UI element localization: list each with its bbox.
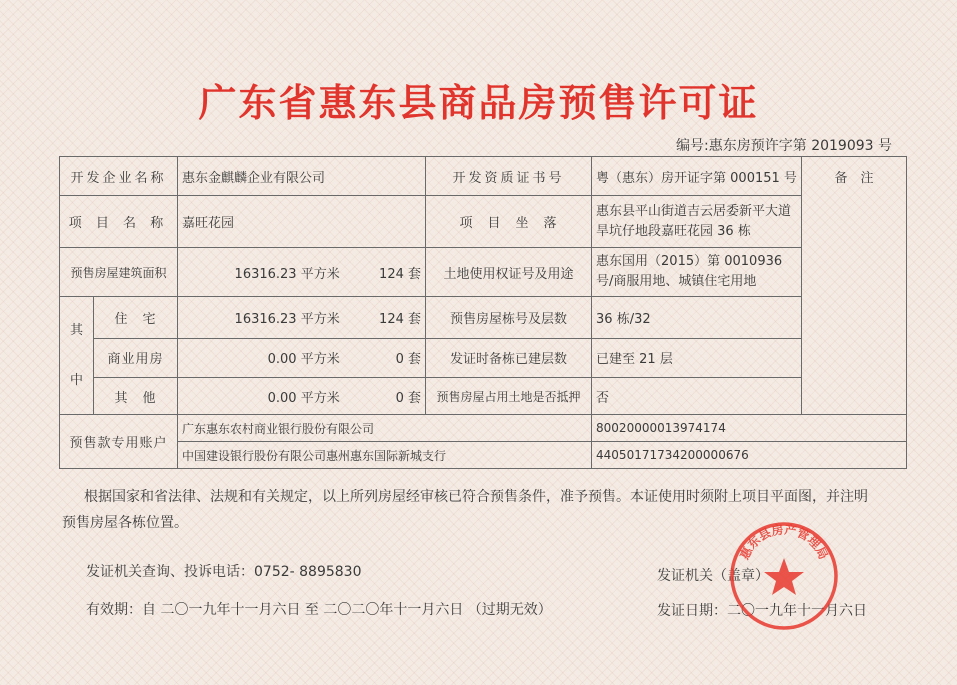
residential-label: 住 宅 [94,297,178,338]
of-which-char-2: 中 [69,372,83,388]
total-area-unit: 平方米 [300,266,340,282]
bank-2: 中国建设银行股份有限公司惠州惠东国际新城支行 [178,442,592,469]
developer-label: 开发企业名称 [60,157,178,196]
account-2: 44050171734200000676 [592,442,907,469]
mortgage-value: 否 [592,378,802,415]
total-units-unit: 套 [408,266,422,282]
location-value: 惠东县平山街道吉云居委新平大道旱坑仔地段嘉旺花园 36 栋 [592,196,802,248]
remarks-label: 备 注 [834,171,874,186]
other-area-cell [178,378,426,415]
land-value: 惠东国用（2015）第 0010936 号/商服用地、城镇住宅用地 [592,247,802,297]
commercial-area: 0.00 [267,352,297,368]
residential-area-unit: 平方米 [300,312,340,328]
serial-number: 编号:惠东房预许字第 2019093 号 [676,138,892,154]
mortgage-label: 预售房屋占用土地是否抵押 [426,378,592,415]
issue-date: 发证日期：二〇一九年十一月六日 [657,603,867,619]
of-which-label [60,297,94,415]
certificate-title: 广东省惠东县商品房预售许可证 [198,81,759,125]
other-label: 其 他 [94,378,178,415]
built-label: 发证时备栋已建层数 [426,338,592,377]
residential-area: 16316.23 [234,312,297,328]
area-label: 预售房屋建筑面积 [60,247,178,297]
of-which-char-1: 其 [69,322,83,338]
residential-units: 124 [379,312,404,328]
validity-period: 有效期：自 二〇一九年十一月六日 至 二〇二〇年十一月六日 （过期无效） [86,602,552,618]
issuing-authority: 发证机关（盖章） [657,568,769,584]
developer-value: 惠东金麒麟企业有限公司 [178,157,426,196]
commercial-label: 商业用房 [94,338,178,377]
commercial-area-unit: 平方米 [300,352,340,368]
residential-units-unit: 套 [408,312,422,328]
seal-text: 惠东县房产管理局 [737,522,831,562]
notice-line-1: 根据国家和省法律、法规和有关规定，以上所列房屋经审核已符合预售条件，准予预售。本证使用时须附上项目平面图，并注明 [84,489,868,505]
built-value: 已建至 21 层 [592,338,802,377]
commercial-units: 0 [395,352,404,368]
total-area-cell [178,247,426,297]
account-1: 80020000013974174 [592,415,907,442]
official-seal [728,520,840,632]
building-value: 36 栋/32 [592,297,802,338]
residential-area-cell [178,297,426,338]
qualification-value: 粤（惠东）房开证字第 000151 号 [592,157,802,196]
location-label: 项 目 坐 落 [426,196,592,248]
total-units: 124 [379,266,404,282]
certificate-table [59,156,907,469]
qualification-label: 开发资质证书号 [426,157,592,196]
building-label: 预售房屋栋号及层数 [426,297,592,338]
notice-line-2: 预售房屋各栋位置。 [62,515,188,531]
other-area-unit: 平方米 [300,390,340,406]
total-area: 16316.23 [234,266,297,282]
remarks-cell [802,157,907,415]
project-value: 嘉旺花园 [178,196,426,248]
account-label: 预售款专用账户 [60,415,178,469]
other-units: 0 [395,390,404,406]
commercial-units-unit: 套 [408,352,422,368]
bank-1: 广东惠东农村商业银行股份有限公司 [178,415,592,442]
land-label: 土地使用权证号及用途 [426,247,592,297]
commercial-area-cell [178,338,426,377]
inquiry-phone: 发证机关查询、投诉电话：0752- 8895830 [86,564,362,580]
project-label: 项 目 名 称 [60,196,178,248]
svg-text:惠东县房产管理局 [737,522,831,562]
other-units-unit: 套 [408,390,422,406]
other-area: 0.00 [267,390,297,406]
